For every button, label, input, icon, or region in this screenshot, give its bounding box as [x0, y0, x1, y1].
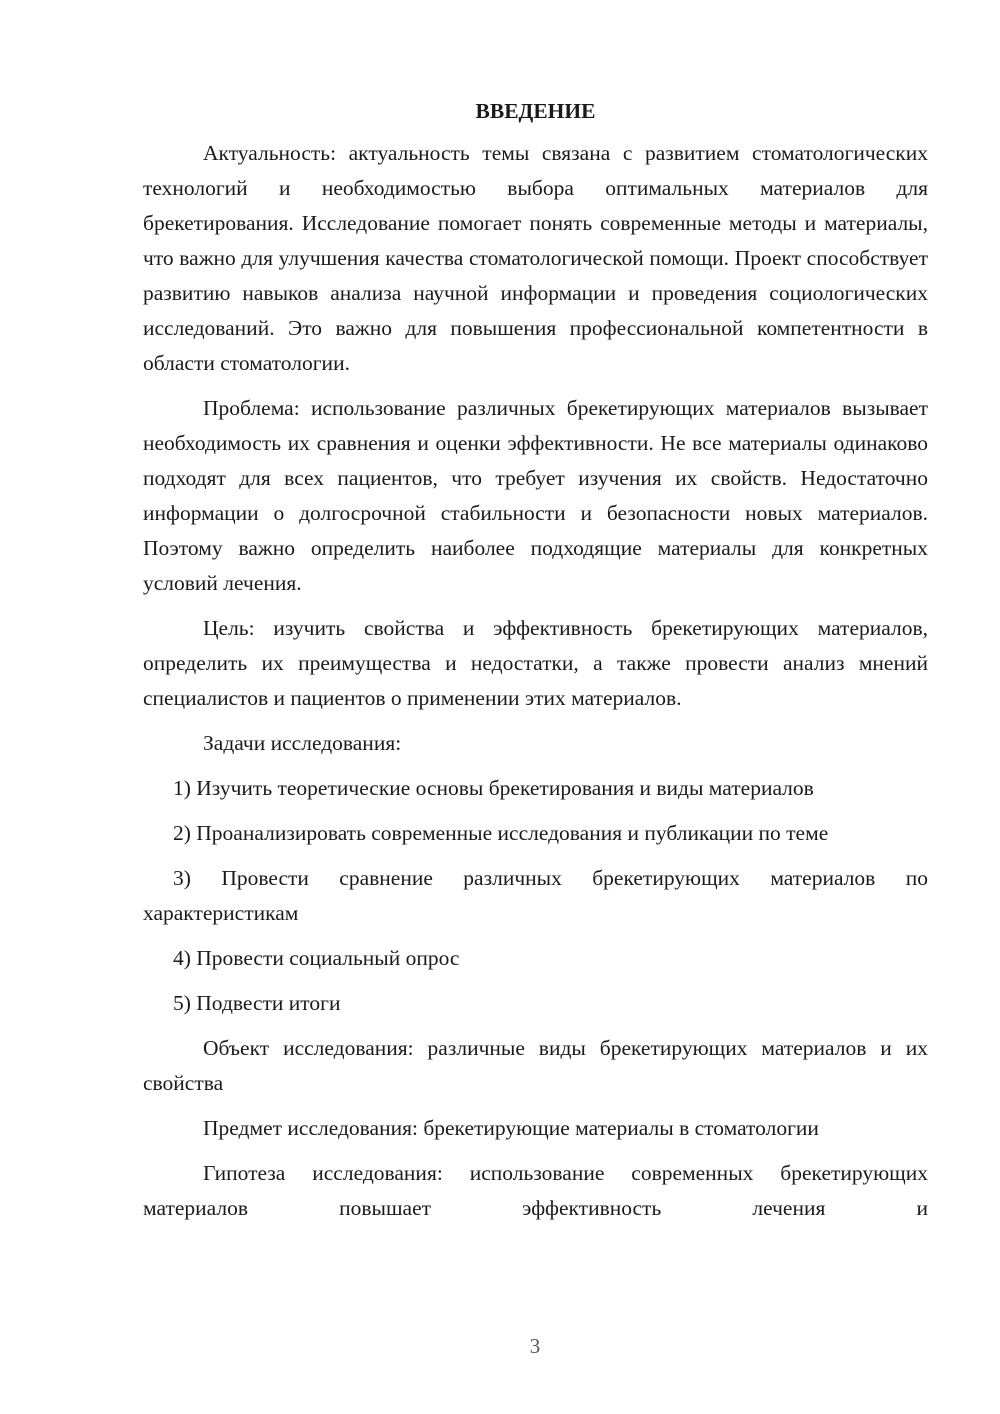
- paragraph-object: Объект исследования: различные виды брекетирующих материалов и их свойства: [143, 1036, 928, 1095]
- task-item-2: 2) Проанализировать современные исследования и публикации по теме: [173, 821, 829, 845]
- tasks-title: Задачи исследования:: [203, 731, 402, 755]
- page-number: 3: [529, 1334, 541, 1358]
- paragraph-goal: Цель: изучить свойства и эффективность брекетирующих материалов, определить их преимущества и недостатки, а также провести анализ мнений специалистов и пациентов о применении этих материалов.: [143, 616, 928, 710]
- task-item-4: 4) Провести социальный опрос: [173, 946, 460, 970]
- task-item-3: 3) Провести сравнение различных брекетирующих материалов по характеристикам: [143, 866, 928, 925]
- section-heading: ВВЕДЕНИЕ: [475, 99, 596, 123]
- paragraph-subject: Предмет исследования: брекетирующие материалы в стоматологии: [203, 1116, 819, 1140]
- document-page: [143, 96, 928, 1236]
- task-item-5: 5) Подвести итоги: [173, 991, 341, 1015]
- paragraph-relevance: Актуальность: актуальность темы связана с развитием стоматологических технологий и необходимостью выбора оптимальных материалов для брекетирования. Исследование помогает понять современные методы и материалы, что важно для улучшения качества стоматологической помощи. Проект способствует развитию навыков анализа научной информации и проведения социологических исследований. Это важно для повышения профессиональной компетентности в области стоматологии.: [143, 141, 928, 375]
- task-item-1: 1) Изучить теоретические основы брекетирования и виды материалов: [173, 776, 814, 800]
- paragraph-problem: Проблема: использование различных брекетирующих материалов вызывает необходимость их сравнения и оценки эффективности. Не все материалы одинаково подходят для всех пациентов, что требует изучения их свойств. Недостаточно информации о долгосрочной стабильности и безопасности новых материалов. Поэтому важно определить наиболее подходящие материалы для конкретных условий лечения.: [143, 396, 928, 595]
- paragraph-hypothesis: Гипотеза исследования: использование современных брекетирующих материалов повышает эффективность лечения и: [143, 1161, 928, 1220]
